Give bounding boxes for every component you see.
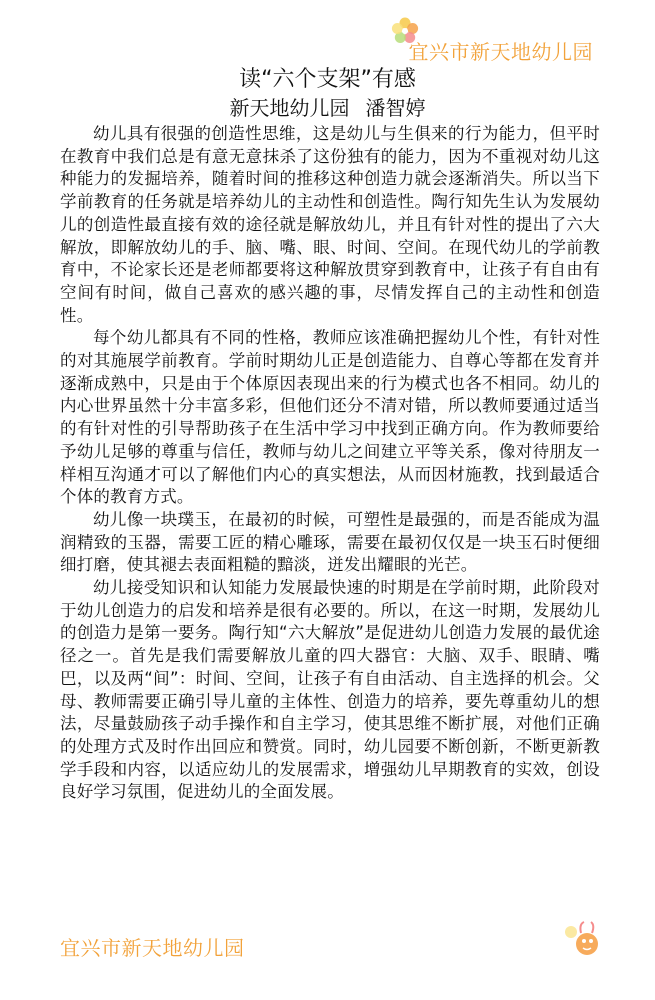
paragraph: 每个幼儿都具有不同的性格，教师应该准确把握幼儿个性，有针对性的对其施展学前教育。学前时期幼儿正是创造能力、自尊心等都在发育并逐渐成熟中，只是由于个体原因表现出来的行为模式也各不相同。幼儿的内心世界虽然十分丰富多彩，但他们还分不清对错，所以教师要通过适当的有针对性的引导帮助孩子在生活中学习中找到正确方向。作为教师要给予幼儿足够的尊重与信任，教师与幼儿之间建立平等关系，像对待朋友一样相互沟通才可以了解他们内心的真实想法，从而因材施教，找到最适合个体的教育方式。	[60, 328, 600, 507]
byline	[0, 92, 655, 121]
page-title: 读“六个支架”有感	[239, 67, 416, 92]
paragraph: 幼儿像一块璞玉，在最初的时候，可塑性是最强的，而是否能成为温润精致的玉器，需要工匠的精心雕琢，需要在最初仅仅是一块玉石时便细细打磨，使其褪去表面粗糙的黯淡，迸发出耀眼的光芒。	[60, 509, 600, 575]
author-org: 新天地幼儿园	[229, 96, 350, 120]
article-body	[60, 123, 600, 804]
kindergarten-logo-icon	[557, 918, 603, 966]
author-name: 潘智婷	[365, 96, 426, 120]
footer-brand: 宜兴市新天地幼儿园	[60, 936, 245, 960]
paragraph: 幼儿具有很强的创造性思维，这是幼儿与生俱来的行为能力，但平时在教育中我们总是有意无意抹杀了这份独有的能力，因为不重视对幼儿这种能力的发掘培养，随着时间的推移这种创造力就会逐渐消失。所以当下学前教育的任务就是培养幼儿的主动性和创造性。陶行知先生认为发展幼儿的创造性最直接有效的途径就是解放幼儿，并且有针对性的提出了六大解放，即解放幼儿的手、脑、嘴、眼、时间、空间。在现代幼儿的学前教育中，不论家长还是老师都要将这种解放贯穿到教育中，让孩子有自由有空间有时间，做自己喜欢的感兴趣的事，尽情发挥自己的主动性和创造性。	[60, 124, 600, 325]
paragraph: 幼儿接受知识和认知能力发展最快速的时期是在学前时期，此阶段对于幼儿创造力的启发和培养是很有必要的。所以，在这一时期，发展幼儿的创造力是第一要务。陶行知“六大解放”是促进幼儿创造力发展的最优途径之一。首先是我们需要解放儿童的四大器官：大脑、双手、眼睛、嘴巴，以及两“间”：时间、空间，让孩子有自由活动、自主选择的机会。父母、教师需要正确引导儿童的主体性、创造力的培养，要先尊重幼儿的想法，尽量鼓励孩子动手操作和自主学习，使其思维不断扩展，对他们正确的处理方式及时作出回应和赞赏。同时，幼儿园要不断创新，不断更新教学手段和内容，以适应幼儿的发展需求，增强幼儿早期教育的实效，创设良好学习氛围，促进幼儿的全面发展。	[60, 578, 600, 802]
header-brand: 宜兴市新天地幼儿园	[408, 40, 593, 64]
